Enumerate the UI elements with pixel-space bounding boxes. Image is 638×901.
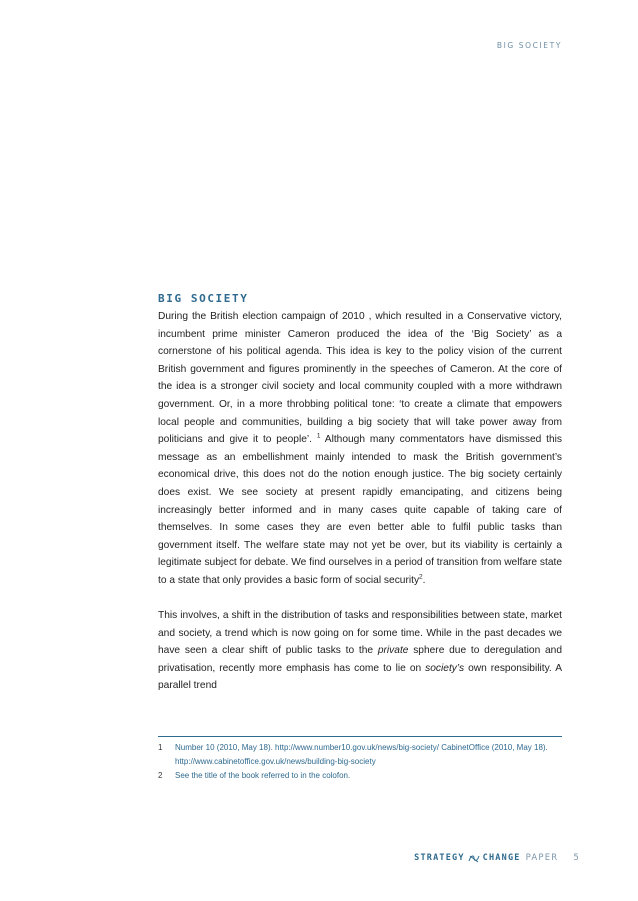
- paragraph-2-part-a: This involves, a shift in the distribution of tasks and responsibilities between state, market and society, a trend which is now going on for some time. While in the past decades we have seen a clear shift of public tasks to the: [158, 610, 562, 657]
- paragraph-2-part-b: sphere due to deregulation and privatisation, recently more emphasis has come to lie on: [158, 645, 562, 674]
- paragraph-1: [158, 308, 562, 590]
- footnote-text: See the title of the book referred to in the colofon.: [175, 771, 351, 780]
- page-footer: [414, 853, 580, 863]
- footnote-ref-2: 2: [419, 573, 423, 581]
- footnote-ref-1: 1: [316, 432, 321, 440]
- page-number: 5: [573, 853, 580, 863]
- footnote-2: [158, 769, 562, 783]
- paragraph-2-part-c: own responsibility. A parallel trend: [158, 662, 562, 692]
- paragraph-2: [158, 607, 562, 695]
- paragraph-1-part-b: Although many commentators have dismissed this message as an embellishment mainly intended to mask the British government’s economical drive, this does not do the notion enough justice. The big society certainly does exist. We see society at present rapidly emancipating, and citizens being increasingly better informed and in many cases quite capable of taking care of themselves. In some cases they are even better able to fulfil public tasks than government itself. The welfare state may not yet be over, but its viability is certainly a legitimate subject for debate. We find ourselves in a period of transition from welfare state to a state that only provides a basic form of social security: [158, 434, 562, 586]
- footnote-text: Number 10 (2010, May 18). http://www.number10.gov.uk/news/big-society/ CabinetOffice (2010, May 18). http://www.cabinetoffice.gov.uk/news/building-big-society: [175, 743, 548, 766]
- running-head: BIG SOCIETY: [496, 41, 562, 50]
- footnote-number: 1: [158, 743, 163, 752]
- brand-paper: PAPER: [525, 853, 559, 863]
- ampersand-icon: [468, 854, 480, 863]
- brand-change: CHANGE: [482, 853, 521, 863]
- body-text: [158, 308, 562, 695]
- footnote-number: 2: [158, 771, 163, 780]
- paragraph-1-end: .: [422, 574, 426, 586]
- brand-strategy: STRATEGY: [414, 853, 465, 863]
- emphasis-private: private: [377, 645, 409, 657]
- emphasis-societys: society’s: [425, 662, 465, 674]
- paragraph-1-part-a: During the British election campaign of 2010 , which resulted in a Conservative victory, incumbent prime minister Cameron produced the idea of the ‘Big Society’ as a cornerstone of his political agenda. This idea is key to the policy vision of the current British government and figures prominently in the speeches of Cameron. At the core of the idea is a stronger civil society and local community coupled with a more withdrawn government. Or, in a more throbbing political tone: ‘to create a climate that empowers local people and communities, building a big society that will take power away from politicians and give it to people’.: [158, 311, 562, 446]
- footnotes: [158, 741, 562, 783]
- section-title: BIG SOCIETY: [158, 292, 249, 305]
- footnote-divider: [158, 736, 562, 737]
- footnote-1: [158, 741, 562, 769]
